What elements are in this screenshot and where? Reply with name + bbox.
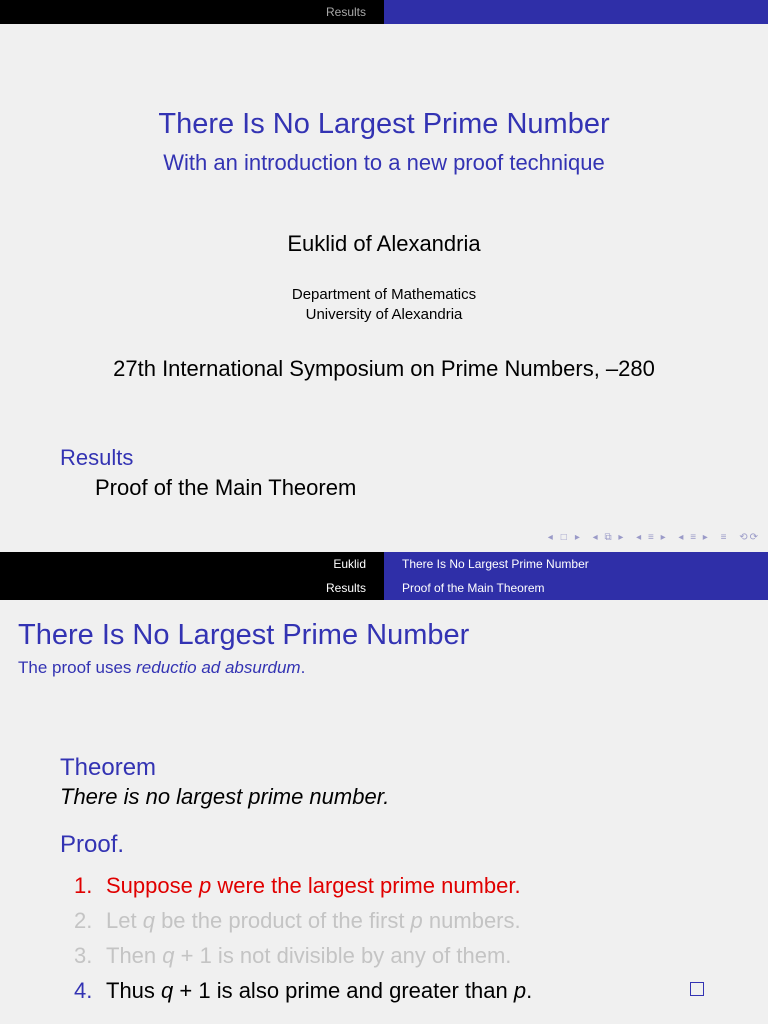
nav-frame-icon[interactable]: □ (560, 532, 569, 543)
proof-step-text: p (513, 978, 527, 1003)
theorem-label: Theorem (60, 754, 157, 781)
proof-step-text: + 1 is also prime and greater than (173, 978, 514, 1003)
header-subsection[interactable]: Proof of the Main Theorem (402, 581, 545, 595)
proof-step (74, 978, 532, 1004)
event-date: 27th International Symposium on Prime Numbers, –280 (113, 356, 655, 381)
content-slide (0, 552, 768, 1024)
header-left-2 (0, 552, 384, 600)
proof-step-text: Thus (106, 978, 162, 1003)
proof-step-text: + 1 is not divisible by any of them. (174, 943, 512, 968)
proof-step-text: were the largest prime number. (211, 873, 521, 898)
qed-square-icon (690, 982, 704, 996)
proof-step-text: q (142, 908, 155, 933)
proof-step-text: be the product of the first (154, 908, 411, 933)
proof-step-text: q (161, 978, 174, 1003)
nav-search-icon[interactable]: ⟲⟳ (739, 532, 760, 543)
proof-step-number: 4. (74, 978, 93, 1003)
institute-line-1: Department of Mathematics (291, 286, 477, 303)
proof-label: Proof. (60, 831, 125, 858)
toc-subsection[interactable]: Proof of the Main Theorem (95, 475, 357, 500)
frame-subtitle-suffix: . (300, 658, 306, 677)
header-section[interactable]: Results (325, 581, 366, 595)
proof-step (74, 943, 511, 969)
header-right-2 (384, 552, 768, 600)
proof-step-text: q (162, 943, 175, 968)
proof-step-text: p (198, 873, 212, 898)
header-right (384, 0, 768, 24)
proof-step-number: 2. (74, 908, 93, 933)
proof-step (74, 908, 521, 934)
proof-step-text: . (526, 978, 533, 1003)
nav-menu-icon[interactable]: ≡ (720, 532, 729, 543)
theorem-text: There is no largest prime number. (60, 784, 390, 809)
header-left (0, 0, 384, 24)
navigation-bar (542, 532, 760, 543)
frame-title: There Is No Largest Prime Number (18, 619, 470, 651)
proof-step-text: numbers. (422, 908, 521, 933)
presentation-subtitle: With an introduction to a new proof technique (163, 150, 605, 175)
header-bar (0, 0, 768, 24)
nav-doc-icon[interactable]: ◂ ≡ ▸ (678, 532, 710, 543)
nav-subsection-icon[interactable]: ◂ ⧉ ▸ (592, 532, 626, 543)
nav-right-arrow-icon[interactable]: ▸ (574, 532, 582, 543)
proof-step-number: 3. (74, 943, 93, 968)
nav-section-icon[interactable]: ◂ ≡ ▸ (636, 532, 668, 543)
header-title[interactable]: There Is No Largest Prime Number (402, 557, 589, 571)
author: Euklid of Alexandria (287, 231, 481, 256)
header-section-link[interactable]: Results (325, 5, 366, 19)
proof-step-text: Let (106, 908, 143, 933)
proof-step-number: 1. (74, 873, 93, 898)
proof-step (74, 873, 521, 899)
frame-subtitle-prefix: The proof uses (18, 658, 137, 677)
proof-step-text: p (410, 908, 423, 933)
proof-step-text: Then (106, 943, 163, 968)
proof-step-text: Suppose (106, 873, 199, 898)
presentation-title: There Is No Largest Prime Number (158, 108, 610, 140)
nav-left-arrow-icon[interactable]: ◂ (547, 532, 555, 543)
frame-subtitle-emph: reductio ad absurdum (136, 658, 301, 677)
header-bar-2 (0, 552, 768, 600)
header-author[interactable]: Euklid (333, 557, 366, 571)
toc-section[interactable]: Results (60, 445, 134, 470)
institute-line-2: University of Alexandria (305, 306, 463, 323)
frame-subtitle (18, 658, 305, 678)
